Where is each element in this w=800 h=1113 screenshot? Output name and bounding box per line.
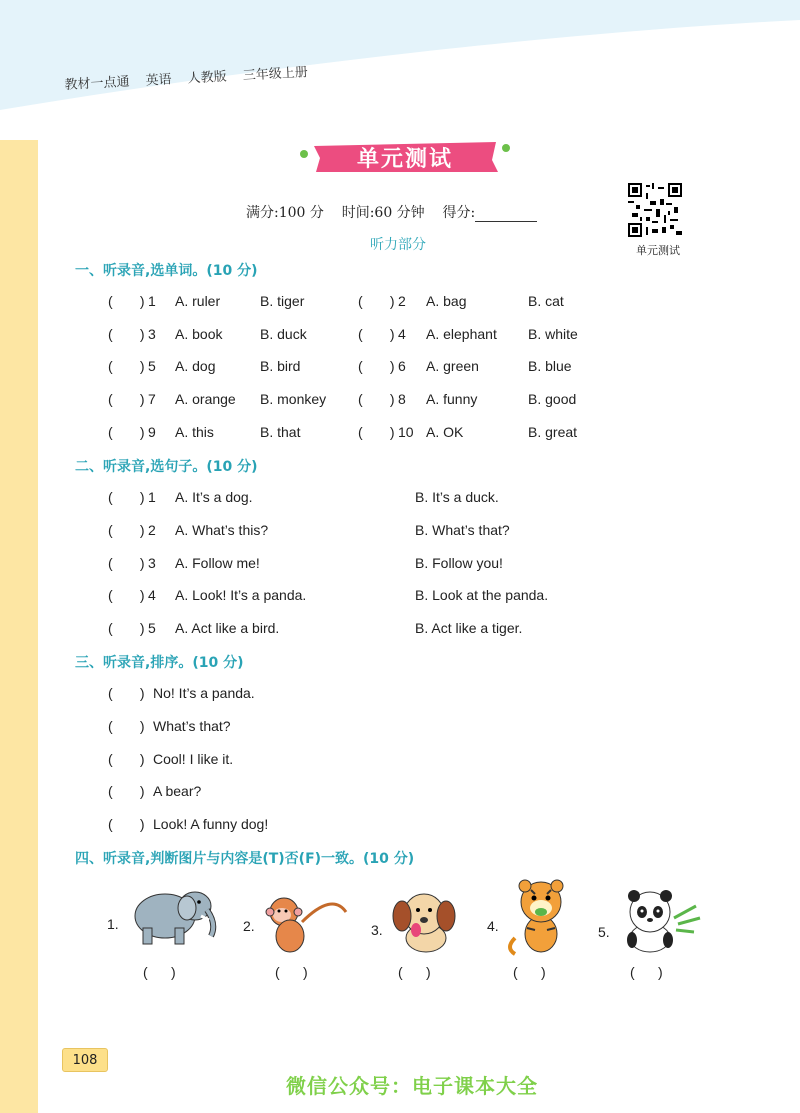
question-number: 6 <box>398 358 406 374</box>
option-b-text: great <box>545 424 578 440</box>
page-top-curve <box>0 0 800 140</box>
answer-paren[interactable]: ( ) <box>108 391 145 407</box>
answer-blank-3[interactable]: ( ) <box>398 964 431 980</box>
listening-part-label: 听力部分 <box>370 237 426 253</box>
answer-paren[interactable]: ( ) <box>108 718 145 734</box>
option-a-letter: A. <box>426 293 440 309</box>
sentence-text: No! It’s a panda. <box>153 685 255 701</box>
option-b <box>415 620 522 636</box>
option-b <box>415 489 499 505</box>
answer-blank-2[interactable]: ( ) <box>275 964 308 980</box>
question-number: 8 <box>398 391 406 407</box>
full-score: 满分:100 分 <box>246 205 324 221</box>
option-a-letter: A. <box>426 424 440 440</box>
sentence-text: What’s that? <box>153 718 231 734</box>
option-b-text: that <box>277 424 301 440</box>
picture-number: 3. <box>371 922 383 938</box>
option-a-text: What’s this? <box>192 522 269 538</box>
option-a-text: Act like a bird. <box>191 620 280 636</box>
option-b <box>528 326 578 342</box>
picture-number: 4. <box>487 918 499 934</box>
header-grade: 三年级上册 <box>242 65 309 84</box>
option-b <box>528 391 576 407</box>
option-a <box>175 358 215 374</box>
option-b-text: cat <box>545 293 564 309</box>
option-b <box>260 358 300 374</box>
option-a <box>175 620 279 636</box>
option-b <box>415 587 548 603</box>
panda-icon <box>618 888 703 954</box>
option-a-text: funny <box>443 391 478 407</box>
score-label: 得分: <box>442 205 476 221</box>
option-a <box>175 587 306 603</box>
option-a <box>175 326 222 342</box>
option-a <box>426 293 466 309</box>
option-b-letter: B. <box>415 555 429 571</box>
option-b <box>415 555 503 571</box>
option-a-letter: A. <box>175 424 189 440</box>
qr-label: 单元测试 <box>636 244 680 257</box>
answer-blank-4[interactable]: ( ) <box>513 964 546 980</box>
answer-paren[interactable]: ( ) <box>108 326 145 342</box>
question-number: 3 <box>148 326 156 342</box>
option-a-text: elephant <box>443 326 497 342</box>
option-a-text: OK <box>443 424 464 440</box>
option-b-letter: B. <box>415 587 429 603</box>
option-b-letter: B. <box>415 620 429 636</box>
answer-paren[interactable]: ( ) <box>108 424 145 440</box>
option-a-letter: A. <box>175 391 189 407</box>
option-b <box>415 522 510 538</box>
option-b-letter: B. <box>415 489 429 505</box>
option-a <box>175 555 260 571</box>
option-b-text: tiger <box>277 293 305 309</box>
option-b-letter: B. <box>260 424 274 440</box>
option-b-letter: B. <box>260 391 274 407</box>
option-b <box>260 424 300 440</box>
option-a-text: ruler <box>192 293 221 309</box>
answer-paren[interactable]: ( ) <box>108 685 145 701</box>
question-number: 3 <box>148 555 156 571</box>
option-a-text: Follow me! <box>192 555 260 571</box>
option-b-text: It’s a duck. <box>432 489 499 505</box>
option-a-text: It’s a dog. <box>192 489 253 505</box>
score-blank[interactable] <box>475 207 537 222</box>
title-banner <box>300 138 510 176</box>
qr-code-icon <box>628 183 682 237</box>
option-b-text: What’s that? <box>432 522 510 538</box>
picture-number: 5. <box>598 924 610 940</box>
monkey-icon <box>262 892 350 956</box>
option-a-letter: A. <box>175 555 189 571</box>
option-b-text: duck <box>277 326 307 342</box>
tiger-icon <box>505 878 580 958</box>
question-number: 2 <box>148 522 156 538</box>
page-title: 单元测试 <box>356 146 453 172</box>
option-b-letter: B. <box>260 326 274 342</box>
option-b-text: Act like a tiger. <box>431 620 523 636</box>
answer-paren[interactable]: ( ) <box>108 816 145 832</box>
sentence-text: Cool! I like it. <box>153 751 234 767</box>
picture-number: 2. <box>243 918 255 934</box>
answer-blank-5[interactable]: ( ) <box>630 964 663 980</box>
elephant-icon <box>125 884 220 946</box>
option-a <box>426 326 497 342</box>
option-a-letter: A. <box>426 326 440 342</box>
option-b-text: monkey <box>277 391 327 407</box>
score-line <box>246 202 537 222</box>
option-a <box>175 489 253 505</box>
option-b-letter: B. <box>528 358 542 374</box>
option-a <box>175 293 220 309</box>
answer-blank-1[interactable]: ( ) <box>143 964 176 980</box>
option-b <box>260 326 307 342</box>
answer-paren[interactable]: ( ) <box>108 587 145 603</box>
picture-number: 1. <box>107 916 119 932</box>
section3-heading: 三、听录音,排序。(10 分) <box>75 655 244 671</box>
question-number: 5 <box>148 620 156 636</box>
option-b <box>528 358 572 374</box>
option-b <box>528 293 564 309</box>
option-b-letter: B. <box>260 358 274 374</box>
option-a-letter: A. <box>175 293 189 309</box>
answer-paren[interactable]: ( ) <box>358 358 395 374</box>
watermark: 微信公众号：电子课本大全 <box>286 1074 538 1098</box>
answer-paren[interactable]: ( ) <box>358 326 395 342</box>
option-b-text: Follow you! <box>432 555 503 571</box>
option-b <box>260 391 326 407</box>
option-a-text: dog <box>192 358 216 374</box>
option-a-letter: A. <box>175 326 189 342</box>
option-b-text: white <box>545 326 578 342</box>
option-a-letter: A. <box>175 620 189 636</box>
dog-icon <box>388 888 463 956</box>
question-number: 2 <box>398 293 406 309</box>
option-b-letter: B. <box>528 424 542 440</box>
section2-heading: 二、听录音,选句子。(10 分) <box>75 459 258 475</box>
answer-paren[interactable]: ( ) <box>358 391 395 407</box>
header-subject: 英语 <box>145 72 173 89</box>
option-a <box>175 424 214 440</box>
answer-paren[interactable]: ( ) <box>108 293 145 309</box>
answer-paren[interactable]: ( ) <box>108 620 145 636</box>
option-b-letter: B. <box>528 293 542 309</box>
section4-heading: 四、听录音,判断图片与内容是(T)否(F)一致。(10 分) <box>75 851 415 867</box>
answer-paren[interactable]: ( ) <box>108 358 145 374</box>
question-number: 1 <box>148 489 156 505</box>
header-series: 教材一点通 <box>64 74 130 93</box>
option-a-text: orange <box>192 391 236 407</box>
option-a-letter: A. <box>426 391 440 407</box>
question-number: 1 <box>148 293 156 309</box>
question-number: 5 <box>148 358 156 374</box>
sentence-text: A bear? <box>153 783 202 799</box>
option-b <box>528 424 577 440</box>
question-number: 10 <box>398 424 414 440</box>
option-b <box>260 293 304 309</box>
option-a-text: this <box>192 424 214 440</box>
option-a-letter: A. <box>426 358 440 374</box>
option-b-letter: B. <box>415 522 429 538</box>
answer-paren[interactable]: ( ) <box>108 522 145 538</box>
option-a <box>426 424 463 440</box>
option-a <box>175 391 236 407</box>
option-a-text: green <box>443 358 479 374</box>
time-limit: 时间:60 分钟 <box>341 205 425 221</box>
answer-paren[interactable]: ( ) <box>108 489 145 505</box>
question-number: 4 <box>398 326 406 342</box>
section1-heading: 一、听录音,选单词。(10 分) <box>75 263 258 279</box>
answer-paren[interactable]: ( ) <box>108 783 145 799</box>
option-a <box>175 522 268 538</box>
header-edition: 人教版 <box>187 69 228 87</box>
answer-paren[interactable]: ( ) <box>108 751 145 767</box>
option-b-text: bird <box>277 358 301 374</box>
question-number: 4 <box>148 587 156 603</box>
option-a-text: Look! It’s a panda. <box>192 587 307 603</box>
option-a-letter: A. <box>175 358 189 374</box>
option-a-letter: A. <box>175 489 189 505</box>
sentence-text: Look! A funny dog! <box>153 816 269 832</box>
answer-paren[interactable]: ( ) <box>358 293 395 309</box>
option-b-letter: B. <box>260 293 274 309</box>
option-b-text: blue <box>545 358 572 374</box>
option-a-letter: A. <box>175 522 189 538</box>
option-b-text: good <box>545 391 577 407</box>
question-number: 9 <box>148 424 156 440</box>
question-number: 7 <box>148 391 156 407</box>
option-a <box>426 358 479 374</box>
option-a <box>426 391 477 407</box>
answer-paren[interactable]: ( ) <box>358 424 395 440</box>
option-a-text: bag <box>443 293 467 309</box>
option-b-text: Look at the panda. <box>432 587 549 603</box>
option-b-letter: B. <box>528 391 542 407</box>
option-a-text: book <box>192 326 223 342</box>
option-a-letter: A. <box>175 587 189 603</box>
option-b-letter: B. <box>528 326 542 342</box>
page-number: 108 <box>62 1048 108 1072</box>
answer-paren[interactable]: ( ) <box>108 555 145 571</box>
